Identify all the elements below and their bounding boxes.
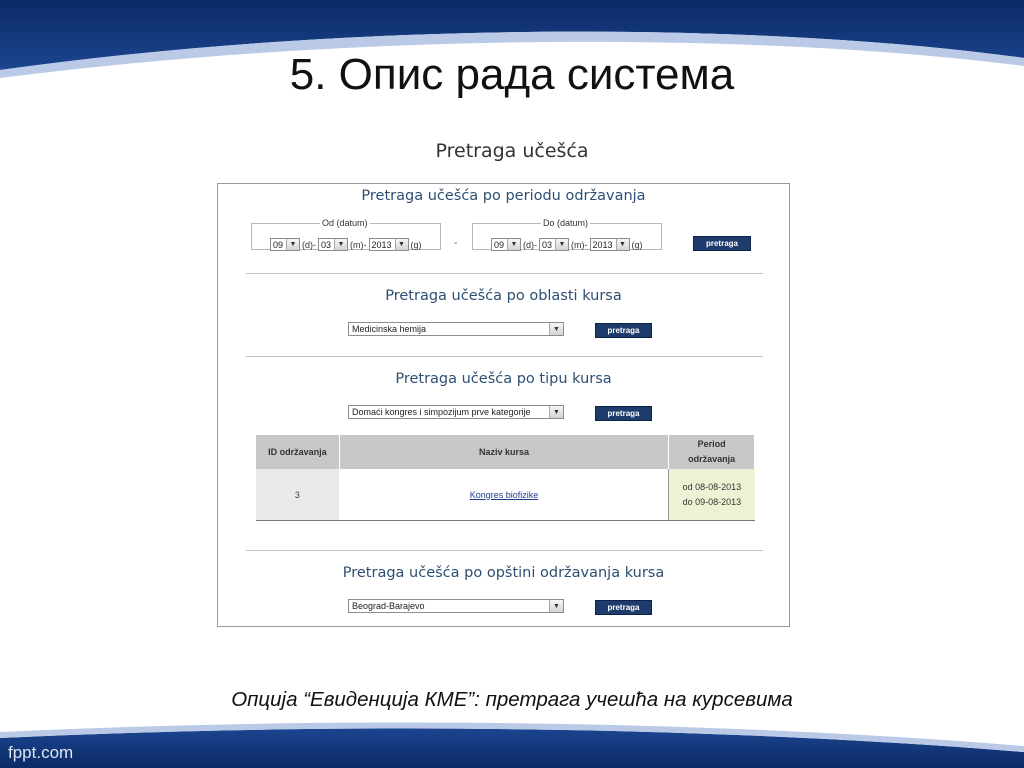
bottom-banner [0,729,1024,768]
to-day-select[interactable]: 09 ▼ [491,238,521,251]
col-header-period: Period održavanja [669,435,755,469]
cell-period: od 08-08-2013 do 09-08-2013 [669,469,755,521]
results-table [256,435,755,521]
year-suffix: (g) [410,239,422,250]
chevron-down-icon: ▼ [549,406,563,418]
chevron-down-icon: ▼ [555,239,568,250]
chevron-down-icon: ▼ [507,239,520,250]
footer-logo-text: fppt.com [8,743,74,762]
year-suffix: (g) [631,239,643,250]
chevron-down-icon: ▼ [395,239,408,250]
chevron-down-icon: ▼ [334,239,347,250]
from-day-select[interactable]: 09 ▼ [270,238,300,251]
from-year-select[interactable]: 2013 ▼ [369,238,409,251]
cell-id: 3 [256,469,339,521]
type-search-button[interactable]: pretraga [595,406,652,421]
divider [246,550,763,551]
day-suffix: (d)- [523,239,537,250]
col-header-name: Naziv kursa [339,435,669,469]
area-select[interactable]: Medicinska hemija ▼ [348,322,564,336]
divider [246,273,763,274]
slide-title: 5. Опис рада система [289,50,735,99]
course-link[interactable]: Kongres biofizike [469,489,539,500]
date-range-dash: - [454,238,458,249]
slide-caption: Опција “Евиденција КМЕ”: претрага учешћа на курсевима [231,688,793,711]
type-select[interactable]: Domaći kongres i simpozijum prve kategorije ▼ [348,405,564,419]
to-date-group [472,218,662,250]
page-heading: Pretraga učešća [435,140,589,162]
from-date-legend: Od (datum) [322,218,368,228]
period-search-button[interactable]: pretraga [693,236,751,251]
table-header-row [256,435,755,469]
chevron-down-icon: ▼ [549,323,563,335]
cell-name [339,469,669,521]
to-date-legend: Do (datum) [543,218,589,228]
from-date-group [251,218,441,250]
day-suffix: (d)- [302,239,316,250]
area-search-title: Pretraga učešća po oblasti kursa [385,288,622,304]
month-suffix: (m)- [350,239,367,250]
to-year-select[interactable]: 2013 ▼ [590,238,630,251]
search-panel [217,183,790,627]
col-header-id: ID održavanja [256,435,339,469]
municipality-select[interactable]: Beograd-Barajevo ▼ [348,599,564,613]
municipality-search-button[interactable]: pretraga [595,600,652,615]
chevron-down-icon: ▼ [616,239,629,250]
chevron-down-icon: ▼ [286,239,299,250]
month-suffix: (m)- [571,239,588,250]
table-row [256,469,755,521]
from-month-select[interactable]: 03 ▼ [318,238,348,251]
chevron-down-icon: ▼ [549,600,563,612]
period-search-title: Pretraga učešća po periodu održavanja [361,188,646,204]
divider [246,356,763,357]
area-search-button[interactable]: pretraga [595,323,652,338]
to-month-select[interactable]: 03 ▼ [539,238,569,251]
municipality-search-title: Pretraga učešća po opštini održavanja kursa [342,565,665,581]
type-search-title: Pretraga učešća po tipu kursa [395,371,612,387]
